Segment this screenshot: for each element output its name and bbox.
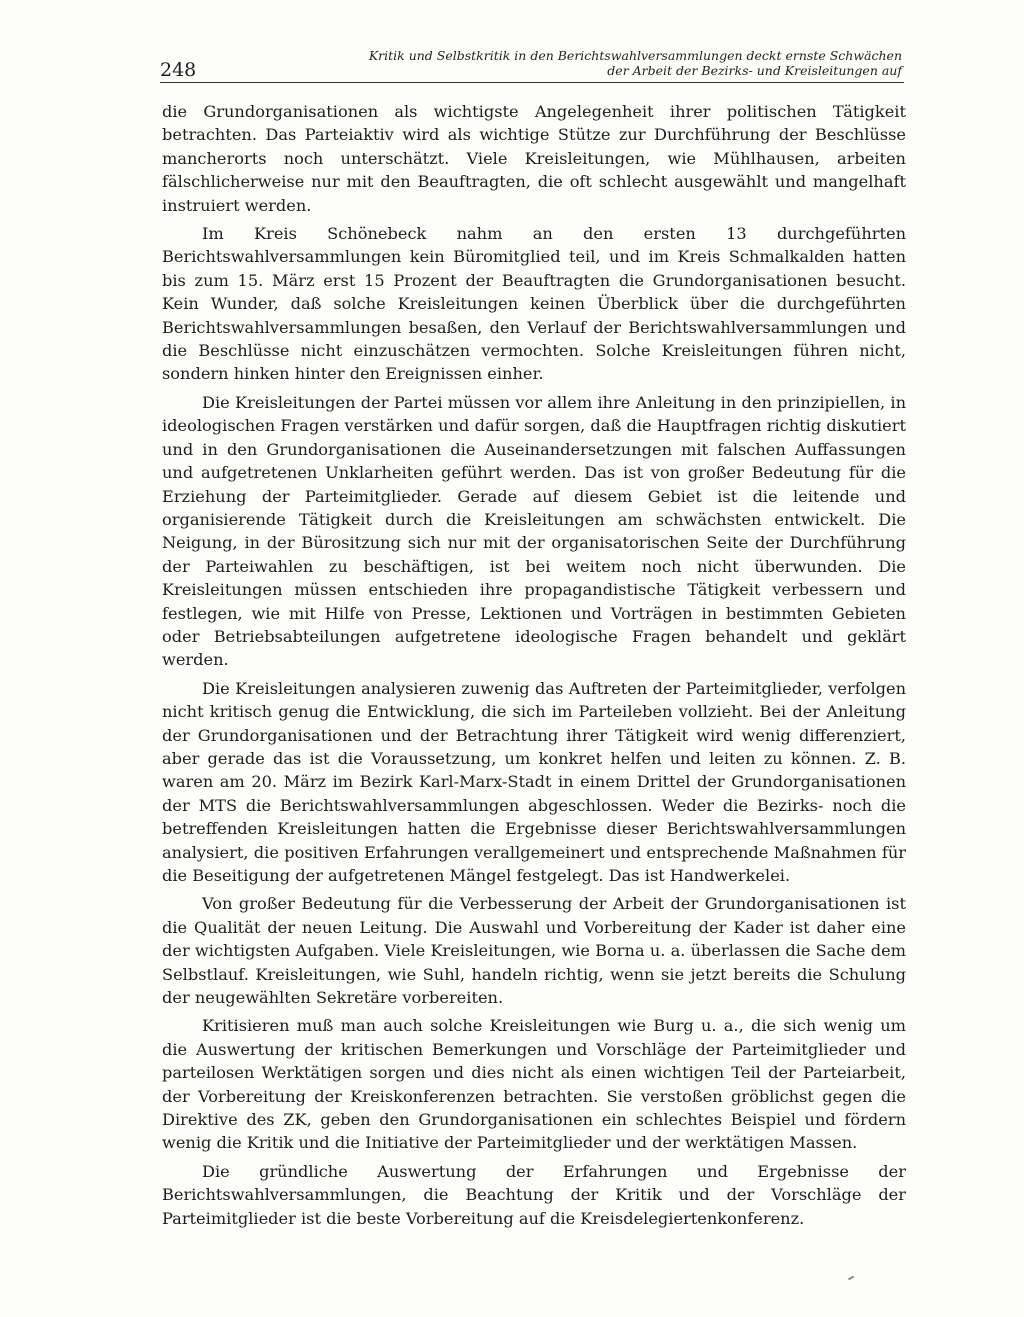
scan-mark <box>848 1276 854 1281</box>
paragraph-3: Die Kreisleitungen der Partei müssen vor allem ihre Anleitung in den prinzipiellen, in ideologischen Fragen verstärken und dafür sorgen, daß die Hauptfragen richtig diskutiert und in den Grundorganisationen die Auseinandersetzungen mit falschen Auffassungen und aufgetretenen Unklarheiten geführt werden. Das ist von großer Bedeutung für die Erziehung der Parteimitglieder. Gerade auf diesem Gebiet ist die leitende und organisierende Tätigkeit durch die Kreisleitungen am schwächsten entwickelt. Die Neigung, in der Bürositzung sich nur mit der organisatorischen Seite der Durchführung der Parteiwahlen zu beschäftigen, ist bei weitem noch nicht überwunden. Die Kreisleitungen müssen entschieden ihre propagandistische Tätigkeit verbessern und festlegen, wie mit Hilfe von Presse, Lektionen und Vorträgen in bestimmten Gebieten oder Betriebsabteilungen aufgetretene ideologische Fragen behandelt und geklärt werden. <box>162 392 906 670</box>
paragraph-7: Die gründliche Auswertung der Erfahrungen und Ergebnisse der Berichtswahlversammlungen, die Beachtung der Kritik und der Vorschläge der Parteimitglieder ist die beste Vorbereitung auf die Kreisdelegiertenkonferenz. <box>162 1161 906 1228</box>
paragraph-4: Die Kreisleitungen analysieren zuwenig das Auftreten der Parteimitglieder, verfolgen nicht kritisch genug die Entwicklung, die sich im Parteileben vollzieht. Bei der Anleitung der Grundorganisationen und der Betrachtung ihrer Tätigkeit wird wenig differenziert, aber gerade das ist die Voraussetzung, um konkret helfen und leiten zu können. Z. B. waren am 20. März im Bezirk Karl-Marx-Stadt in einem Drittel der Grundorganisationen der MTS die Berichtswahlversammlungen abgeschlossen. Weder die Bezirks- noch die betreffenden Kreisleitungen hatten die Ergebnisse dieser Berichtswahlversammlungen analysiert, die positiven Erfahrungen verallgemeinert und entsprechende Maßnahmen für die Beseitigung der aufgetretenen Mängel festgelegt. Das ist Handwerkelei. <box>162 678 906 885</box>
paragraph-2: Im Kreis Schönebeck nahm an den ersten 13 durchgeführten Berichtswahlversammlungen kein Büromitglied teil, und im Kreis Schmalkalden hatten bis zum 15. März erst 15 Prozent der Beauftragten die Grundorganisationen besucht. Kein Wunder, daß solche Kreisleitungen keinen Überblick über die durchgeführten Berichtswahlversammlungen besaßen, den Verlauf der Berichtswahlversammlungen und die Beschlüsse nicht einzuschätzen vermochten. Solche Kreisleitungen führen nicht, sondern hinken hinter den Ereignissen einher. <box>162 224 906 384</box>
header-rule <box>160 82 904 83</box>
body-text <box>162 100 906 1235</box>
paragraph-6: Kritisieren muß man auch solche Kreisleitungen wie Burg u. a., die sich wenig um die Auswertung der kritischen Bemerkungen und Vorschläge der Parteimitglieder und parteilosen Werktätigen sorgen und dies nicht als einen wichtigen Teil der Parteiarbeit, der Vorbereitung der Kreiskonferenzen betrachten. Sie verstoßen gröblichst gegen die Direktive des ZK, geben den Grundorganisationen ein schlechtes Beispiel und fördern wenig die Kritik und die Initiative der Parteimitglieder und der werktätigen Massen. <box>162 1016 906 1153</box>
paragraph-5: Von großer Bedeutung für die Verbesserung der Arbeit der Grundorganisationen ist die Qualität der neuen Leitung. Die Auswahl und Vorbereitung der Kader ist daher eine der wichtigsten Aufgaben. Viele Kreisleitungen, wie Borna u. a. überlassen die Sache dem Selbstlauf. Kreisleitungen, wie Suhl, handeln richtig, wenn sie jetzt bereits die Schulung der neugewählten Sekretäre vorbereiten. <box>162 894 906 1008</box>
running-head-line-2: der Arbeit der Bezirks- und Kreisleitungen auf <box>607 63 902 78</box>
running-head-line-1: Kritik und Selbstkritik in den Berichtswahlversammlungen deckt ernste Schwächen <box>368 48 902 63</box>
page-number: 248 <box>160 59 197 81</box>
running-head <box>302 48 902 78</box>
paragraph-1: die Grundorganisationen als wichtigste Angelegenheit ihrer politischen Tätigkeit betrachten. Das Parteiaktiv wird als wichtige Stütze zur Durchführung der Beschlüsse mancherorts noch unterschätzt. Viele Kreisleitungen, wie Mühlhausen, arbeiten fälschlicherweise nur mit den Beauftragten, die oft schlecht ausgewählt und mangelhaft instruiert werden. <box>162 102 906 215</box>
